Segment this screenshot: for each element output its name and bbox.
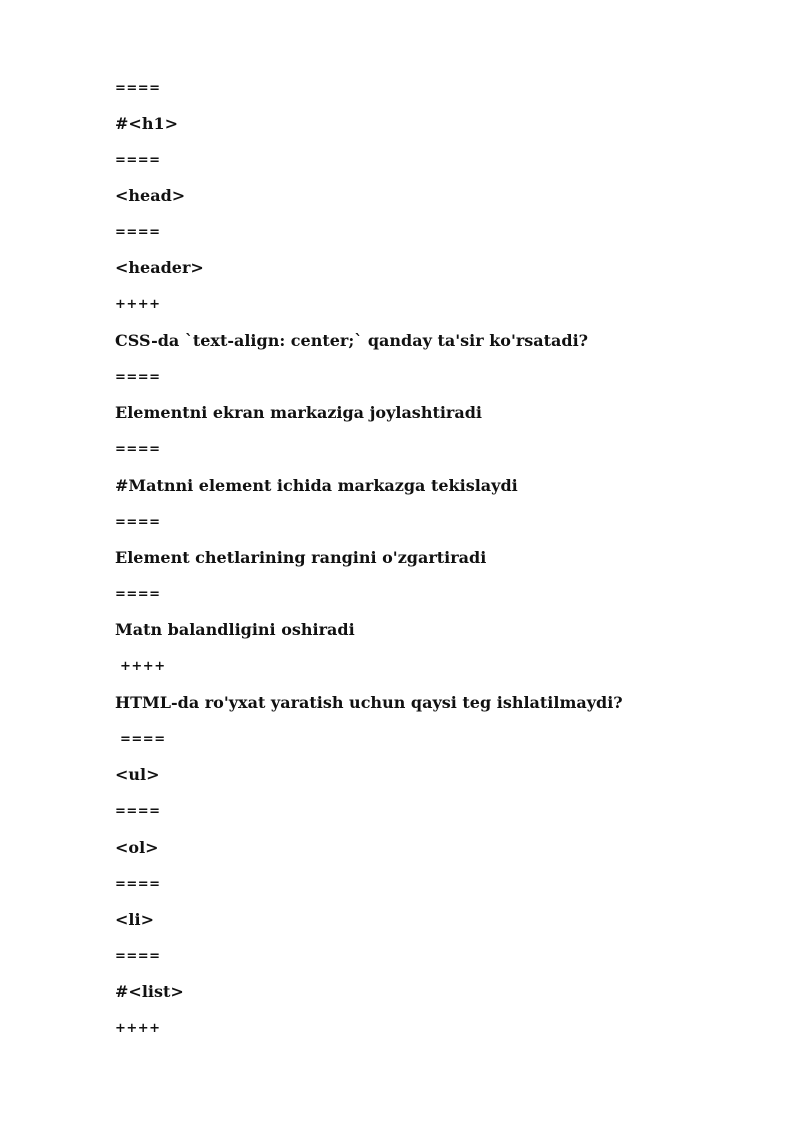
answer-option: Element chetlarining rangini o'zgartiradi <box>115 548 487 567</box>
question-text: CSS-da `text-align: center;` qanday ta'sir ko'rsatadi? <box>115 331 589 350</box>
separator-line: ==== <box>115 877 161 892</box>
separator-line: ==== <box>115 442 161 457</box>
question-marker: ++++ <box>115 297 161 312</box>
separator-line: ==== <box>115 515 161 530</box>
separator-line: ==== <box>115 732 166 747</box>
answer-option: <li> <box>115 910 154 929</box>
separator-line: ==== <box>115 587 161 602</box>
answer-option: <ol> <box>115 838 159 857</box>
separator-line: ==== <box>115 81 161 96</box>
answer-option: #<list> <box>115 982 184 1001</box>
separator-line: ==== <box>115 153 161 168</box>
answer-option: <header> <box>115 258 204 277</box>
answer-option: <ul> <box>115 765 160 784</box>
question-marker: ++++ <box>115 659 166 674</box>
separator-line: ==== <box>115 804 161 819</box>
answer-option: #<h1> <box>115 114 178 133</box>
question-text: HTML-da ro'yxat yaratish uchun qaysi teg ishlatilmaydi? <box>115 693 623 712</box>
answer-option: Elementni ekran markaziga joylashtiradi <box>115 403 482 422</box>
separator-line: ==== <box>115 225 161 240</box>
answer-option: #Matnni element ichida markazga tekislaydi <box>115 476 518 495</box>
answer-option: Matn balandligini oshiradi <box>115 620 355 639</box>
separator-line: ==== <box>115 949 161 964</box>
separator-line: ==== <box>115 370 161 385</box>
question-marker: ++++ <box>115 1021 161 1036</box>
answer-option: <head> <box>115 186 186 205</box>
